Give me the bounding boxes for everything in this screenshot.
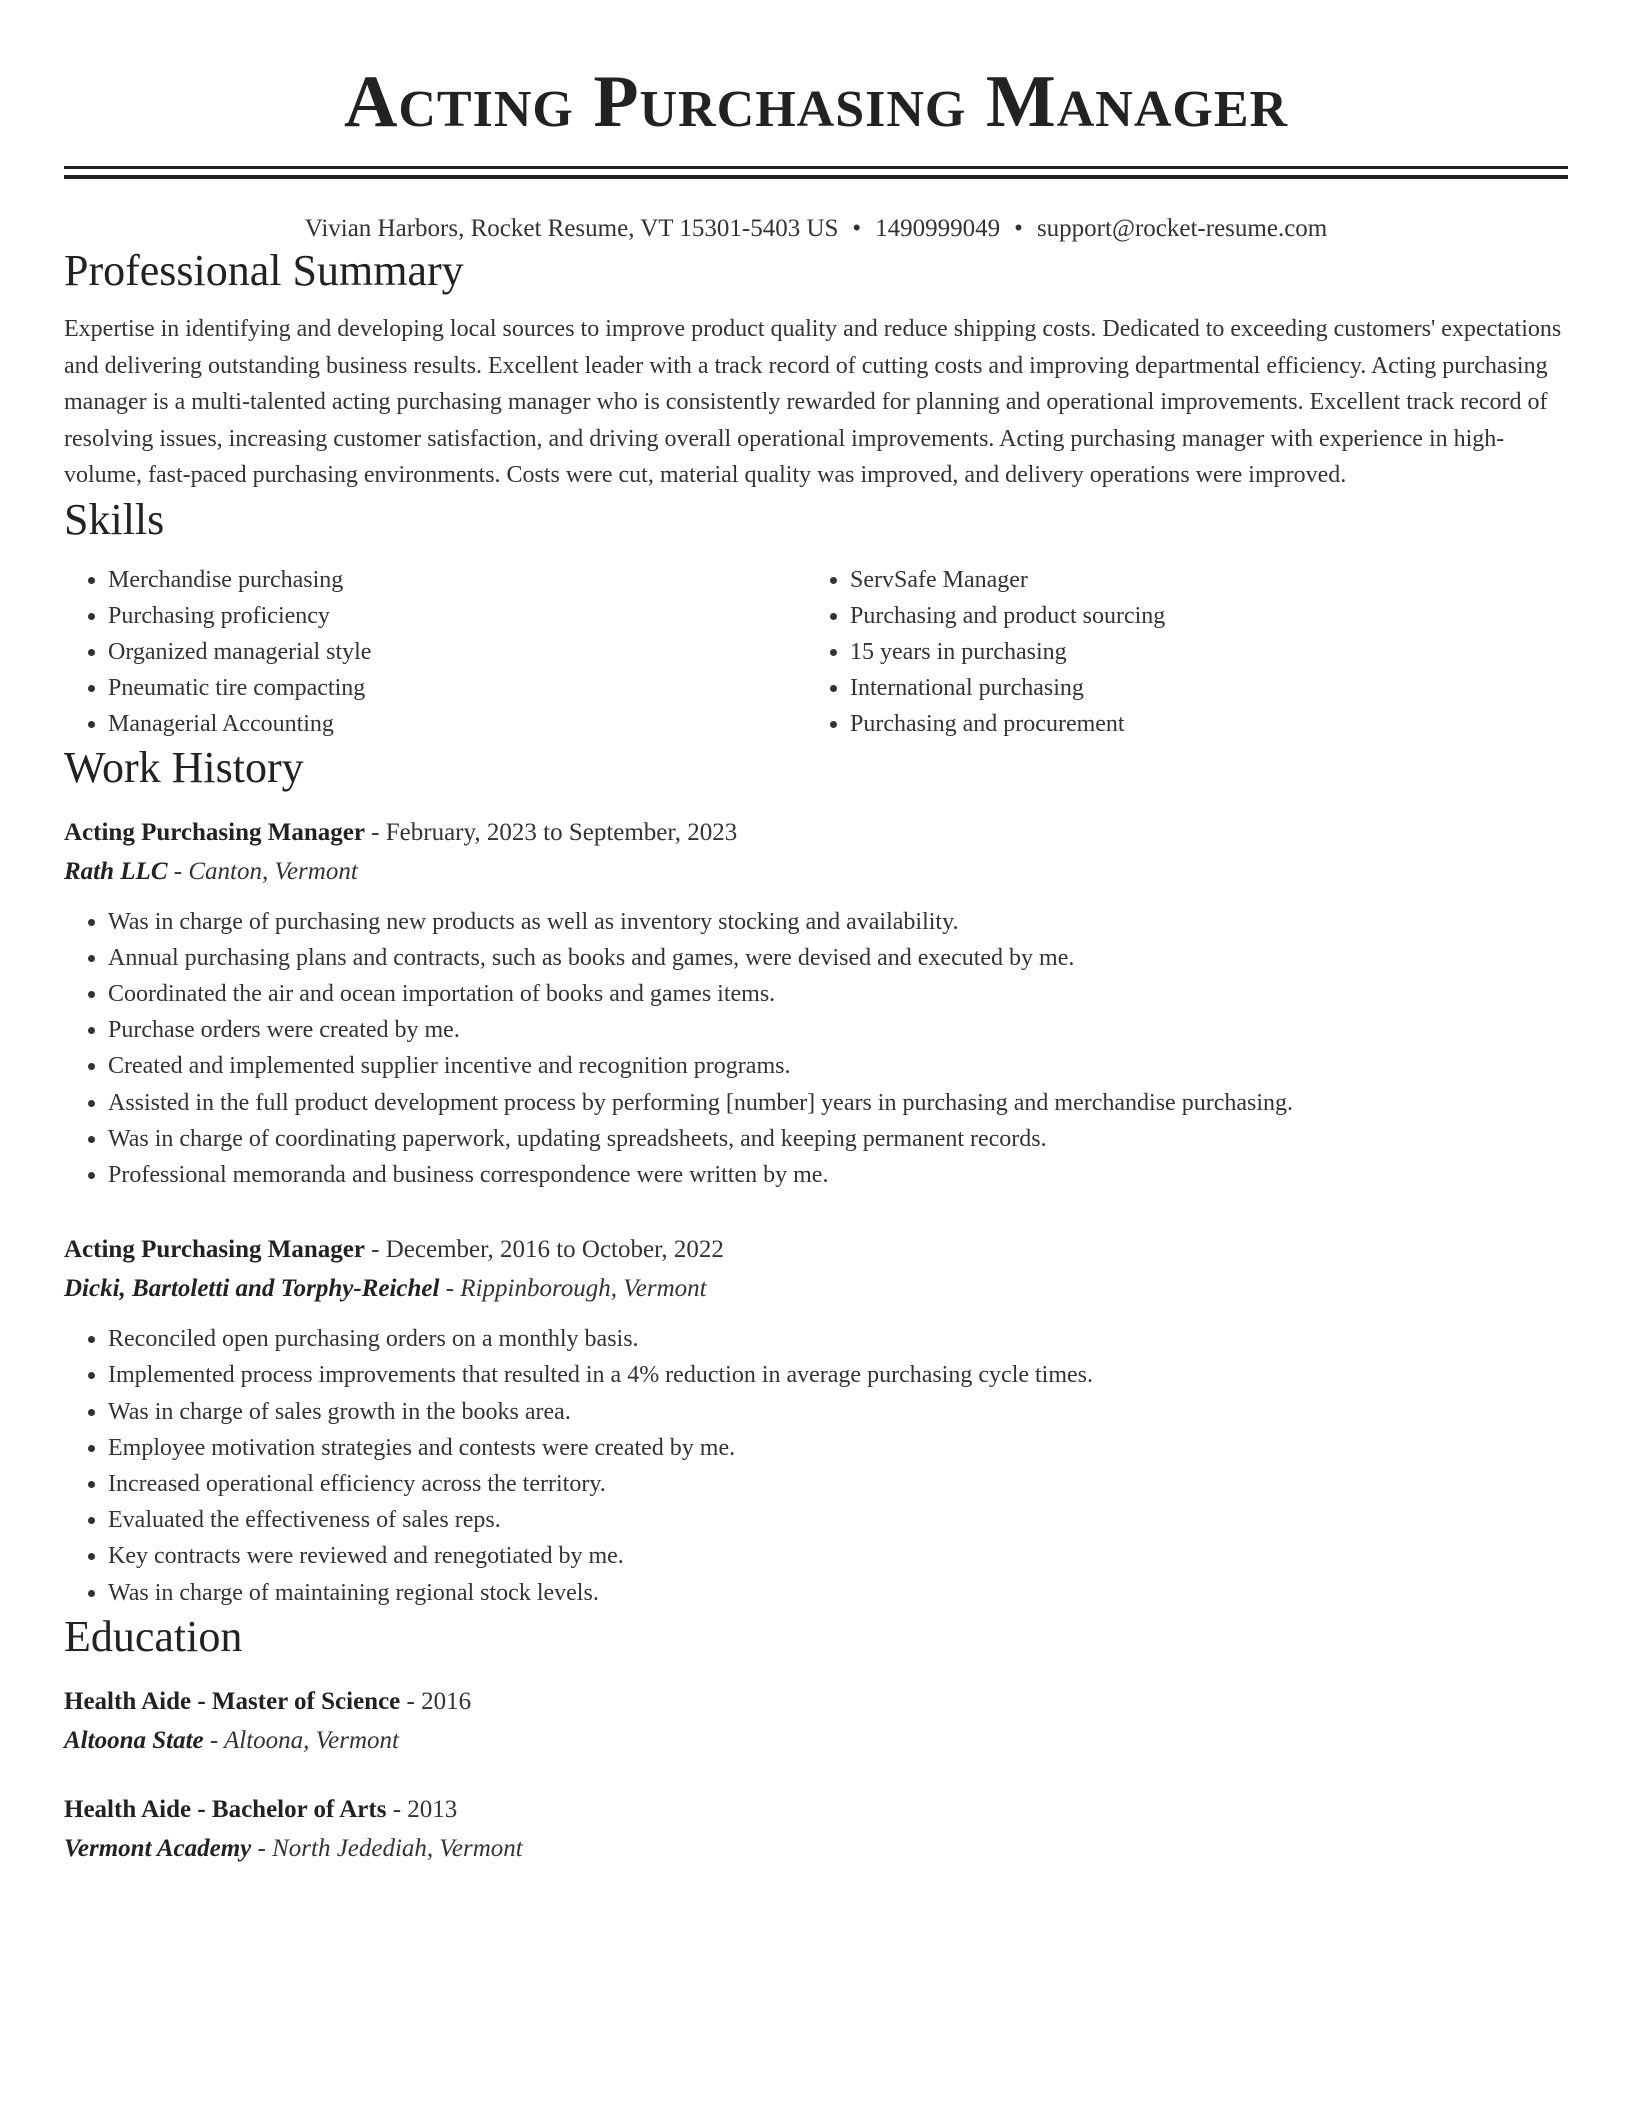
education-institution — [64, 1721, 1568, 1761]
education-header — [64, 1791, 1568, 1829]
education-dash: - — [400, 1687, 422, 1715]
job-location: Rippinborough, Vermont — [460, 1275, 707, 1303]
resume-title: Acting Purchasing Manager — [343, 61, 1289, 143]
job-bullet: • Increased operational efficiency across the territory. — [108, 1466, 1568, 1502]
education-dash: - — [386, 1795, 408, 1823]
summary-heading: Professional Summary — [64, 246, 464, 295]
job-company: Rath LLC — [64, 857, 168, 885]
education-school: Vermont Academy — [64, 1834, 252, 1862]
skill-item: • Purchasing and procurement — [850, 706, 1548, 742]
skill-item: • Purchasing and product sourcing — [850, 598, 1548, 634]
skills-columns — [64, 562, 1568, 742]
job-bullet: • Key contracts were reviewed and renegotiated by me. — [108, 1538, 1568, 1574]
job-entry — [64, 1231, 1568, 1611]
job-bullet: • Evaluated the effectiveness of sales reps. — [108, 1502, 1568, 1538]
contact-separator: • — [1014, 215, 1023, 242]
education-dash: - — [251, 1834, 273, 1862]
contact-address: Vivian Harbors, Rocket Resume, VT 15301-5403 US — [304, 215, 839, 242]
job-entry — [64, 814, 1568, 1194]
education-year: 2016 — [421, 1687, 472, 1715]
job-employer — [64, 1269, 1568, 1309]
skill-item: • International purchasing — [850, 670, 1548, 706]
skill-item: • Purchasing proficiency — [108, 598, 806, 634]
education-location: Altoona, Vermont — [224, 1726, 399, 1754]
job-dates: February, 2023 to September, 2023 — [385, 818, 738, 846]
job-employer — [64, 852, 1568, 892]
job-bullet: • Created and implemented supplier incentive and recognition programs. — [108, 1048, 1568, 1084]
job-bullet: • Reconciled open purchasing orders on a monthly basis. — [108, 1321, 1568, 1357]
education-degree: Health Aide - Bachelor of Arts — [64, 1795, 387, 1823]
education-location: North Jedediah, Vermont — [272, 1834, 523, 1862]
contact-line — [64, 213, 1568, 245]
job-bullet: • Was in charge of purchasing new products as well as inventory stocking and availability. — [108, 904, 1568, 940]
job-bullet: • Annual purchasing plans and contracts, such as books and games, were devised and executed by me. — [108, 940, 1568, 976]
job-dates: December, 2016 to October, 2022 — [385, 1236, 724, 1264]
job-header — [64, 814, 1568, 852]
title-divider-thin — [64, 175, 1568, 179]
skill-item: • 15 years in purchasing — [850, 634, 1548, 670]
job-dash: - — [364, 1236, 386, 1264]
job-title: Acting Purchasing Manager — [64, 1236, 365, 1264]
education-header — [64, 1683, 1568, 1721]
skill-item: • ServSafe Manager — [850, 562, 1548, 598]
skill-item: • Pneumatic tire compacting — [108, 670, 806, 706]
contact-separator: • — [852, 215, 862, 242]
education-school: Altoona State — [64, 1726, 204, 1754]
job-dash: - — [439, 1275, 461, 1303]
contact-email[interactable]: support@rocket-resume.com — [1036, 215, 1328, 242]
job-location: Canton, Vermont — [188, 857, 358, 885]
job-bullet: • Coordinated the air and ocean importation of books and games items. — [108, 976, 1568, 1012]
job-title: Acting Purchasing Manager — [64, 818, 365, 846]
title-divider-thick — [64, 166, 1568, 169]
job-bullet: • Assisted in the full product development process by performing [number] years in purchasing and merchandise purchasing. — [108, 1085, 1568, 1121]
job-bullet: • Purchase orders were created by me. — [108, 1012, 1568, 1048]
summary-text: Expertise in identifying and developing local sources to improve product quality and reduce shipping costs. Dedicated to exceeding customers' expectations and delivering outstanding business results. Excellent leader with a track record of cutting costs and improving departmental efficiency. Acting purchasing manager is a multi-talented acting purchasing manager who is consistently rewarded for planning and operational improvements. Excellent track record of resolving issues, increasing customer satisfaction, and driving overall operational improvements. Acting purchasing manager with experience in high-volume, fast-paced purchasing environments. Costs were cut, material quality was improved, and delivery operations were improved. — [64, 316, 1562, 488]
skill-item: • Merchandise purchasing — [108, 562, 806, 598]
job-dash: - — [167, 857, 189, 885]
job-header — [64, 1231, 1568, 1269]
education-entry — [64, 1683, 1568, 1761]
education-entry — [64, 1791, 1568, 1869]
job-bullet: • Was in charge of coordinating paperwork, updating spreadsheets, and keeping permanent records. — [108, 1121, 1568, 1157]
education-institution — [64, 1829, 1568, 1869]
education-degree: Health Aide - Master of Science — [64, 1687, 401, 1715]
job-bullet: • Was in charge of maintaining regional stock levels. — [108, 1575, 1568, 1611]
job-dash: - — [364, 818, 386, 846]
skill-item: • Managerial Accounting — [108, 706, 806, 742]
education-year: 2013 — [407, 1795, 458, 1823]
education-heading: Education — [64, 1611, 243, 1661]
job-bullet: • Employee motivation strategies and contests were created by me. — [108, 1430, 1568, 1466]
skills-list-left — [64, 562, 806, 742]
job-bullets — [64, 1321, 1568, 1611]
contact-phone: 1490999049 — [875, 215, 1001, 242]
skills-heading: Skills — [64, 494, 165, 544]
job-bullet: • Implemented process improvements that resulted in a 4% reduction in average purchasing cycle times. — [108, 1357, 1568, 1393]
work-history-heading: Work History — [64, 742, 304, 792]
job-bullet: • Professional memoranda and business correspondence were written by me. — [108, 1157, 1568, 1193]
job-bullets — [64, 904, 1568, 1194]
job-company: Dicki, Bartoletti and Torphy-Reichel — [64, 1275, 440, 1303]
skills-list-right — [806, 562, 1548, 742]
education-dash: - — [203, 1726, 224, 1754]
skill-item: • Organized managerial style — [108, 634, 806, 670]
job-bullet: • Was in charge of sales growth in the books area. — [108, 1394, 1568, 1430]
